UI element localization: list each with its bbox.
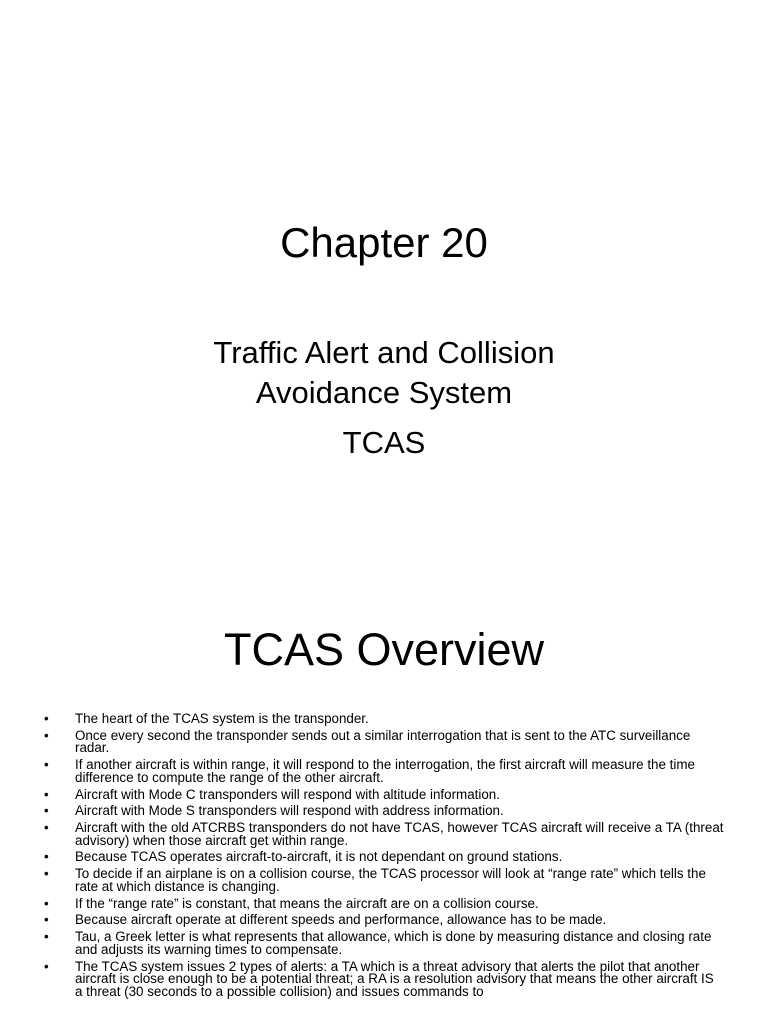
bullet-icon: •	[44, 866, 49, 882]
chapter-title: Chapter 20	[280, 219, 488, 266]
bullet-text: Aircraft with Mode S transponders will respond with address information.	[75, 803, 504, 819]
list-item	[44, 786, 724, 802]
bullet-text: The heart of the TCAS system is the transponder.	[75, 711, 369, 726]
list-item	[44, 805, 724, 818]
subtitle-line-2: Avoidance System	[255, 375, 513, 410]
bullet-text: If the “range rate” is constant, that means the aircraft are on a collision course.	[75, 895, 539, 911]
chapter-subtitle	[0, 333, 768, 413]
bullet-icon: •	[44, 912, 49, 928]
list-item	[44, 895, 724, 911]
bullet-icon: •	[44, 849, 49, 865]
subtitle-line-1: Traffic Alert and Collision	[213, 335, 555, 370]
bullet-text: Tau, a Greek letter is what represents that allowance, which is done by measuring distance and closing rate and adjusts its warning times to compensate.	[75, 929, 712, 957]
bullet-icon: •	[44, 711, 49, 726]
list-item	[44, 759, 724, 784]
bullet-list	[44, 713, 724, 1003]
bullet-icon: •	[44, 958, 49, 974]
list-item	[44, 713, 724, 726]
list-item	[44, 931, 724, 956]
bullet-icon: •	[44, 786, 49, 802]
bullet-text: If another aircraft is within range, it will respond to the interrogation, the first aircraft will measure the time difference to compute the range of the other aircraft.	[75, 757, 695, 785]
bullet-icon: •	[44, 895, 49, 911]
bullet-text: Aircraft with Mode C transponders will respond with altitude information.	[75, 786, 500, 802]
overview-title: TCAS Overview	[223, 624, 545, 675]
list-item	[44, 727, 724, 756]
list-item	[44, 822, 724, 847]
bullet-icon: •	[44, 803, 49, 819]
list-item	[44, 958, 724, 999]
bullet-text: The TCAS system issues 2 types of alerts: a TA which is a threat advisory that alerts the pilot that another aircraft is close enough to be a potential threat; a RA is a resolution advisory that means the other aircraft IS a threat (30 seconds to a possible collision) and issues commands to	[75, 958, 714, 999]
bullet-icon: •	[44, 929, 49, 945]
chapter-acronym: TCAS	[342, 425, 426, 460]
bullet-icon: •	[44, 820, 49, 836]
bullet-icon: •	[44, 757, 49, 773]
list-item	[44, 868, 724, 893]
bullet-text: To decide if an airplane is on a collision course, the TCAS processor will look at “range rate” which tells the rate at which distance is changing.	[75, 866, 706, 894]
bullet-text: Once every second the transponder sends out a similar interrogation that is sent to the ATC surveillance radar.	[75, 727, 691, 756]
list-item	[44, 914, 724, 927]
bullet-icon: •	[44, 727, 49, 743]
overview-slide	[0, 576, 768, 1024]
bullet-text: Aircraft with the old ATCRBS transponders do not have TCAS, however TCAS aircraft will receive a TA (threat advisory) when those aircraft get within range.	[75, 820, 724, 848]
bullet-text: Because TCAS operates aircraft-to-aircraft, it is not dependant on ground stations.	[75, 849, 563, 865]
bullet-text: Because aircraft operate at different speeds and performance, allowance has to be made.	[75, 912, 607, 928]
list-item	[44, 851, 724, 864]
